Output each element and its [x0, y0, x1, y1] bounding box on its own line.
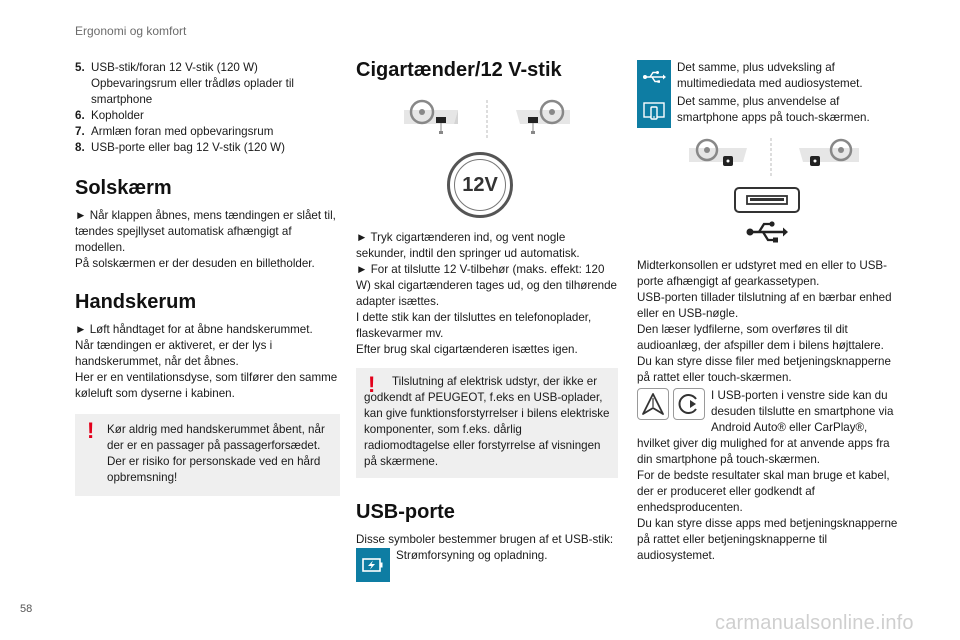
- section-header: Ergonomi og komfort: [75, 24, 187, 38]
- warning-box: ! Kør aldrig med handskerummet åbent, når der er en passager på passagerforsædet. Der er risiko for personskade ved en hård opbremsning!: [75, 414, 340, 496]
- usb-symbol-row: Strømforsyning og opladning.: [356, 548, 618, 582]
- handskerum-text: ► Løft håndtaget for at åbne handskerummet.: [75, 323, 313, 336]
- usb-symbol-row: Det samme, plus anvendelse af smartphone apps på touch-skærmen.: [637, 94, 902, 128]
- android-auto-icon: [637, 388, 669, 420]
- usb-port-diagram: [637, 186, 902, 246]
- warning-icon: !: [87, 418, 95, 443]
- usb-symbol-row: Det samme, plus udveksling af multimediedata med audiosystemet.: [637, 60, 902, 94]
- solskaerm-text: ► Når klappen åbnes, mens tændingen er slået til, tændes spejllyset automatisk afhængigt af modellen.: [75, 209, 336, 254]
- handskerum-text-2: Når tændingen er aktiveret, er der lys i handskerummet, når det åbnes.: [75, 339, 273, 368]
- page-number: 58: [20, 603, 33, 615]
- cigar-text-4: Efter brug skal cigartænderen isættes igen.: [356, 343, 578, 356]
- 12v-socket-icon: 12V: [356, 152, 618, 218]
- usb-intro: Disse symboler bestemmer brugen af et USB-stik:: [356, 533, 614, 546]
- battery-charge-icon: [356, 548, 390, 582]
- usb-icon: [637, 60, 671, 94]
- list-item: 5. USB-stik/foran 12 V-stik (120 W) Opbevaringsrum eller trådløs oplader til smartphone: [75, 61, 294, 106]
- solskaerm-heading: Solskærm: [75, 177, 172, 199]
- usb-port-icon: [735, 188, 799, 212]
- smartphone-paragraph: I USB-porten i venstre side kan du desuden tilslutte en smartphone via Android Auto® eller CarPlay®, hvilket giver dig mulighed for at anvende apps fra din smartphone på touch-skærmen.: [637, 389, 894, 466]
- column-right: [637, 60, 902, 564]
- steering-wheel-lhd-icon: [404, 101, 458, 134]
- cigar-text: ► Tryk cigartænderen ind, og vent nogle sekunder, indtil den springer ud automatisk.: [356, 231, 580, 260]
- cigar-text-3: I dette stik kan der tilsluttes en telefonoplader, flaskevarmer mv.: [356, 311, 592, 340]
- list-item: 7. Armlæn foran med opbevaringsrum: [75, 125, 274, 138]
- warning-icon: !: [368, 372, 376, 397]
- watermark: carmanualsonline.info: [715, 612, 914, 634]
- handskerum-text-3: Her er en ventilationsdyse, som tilfører den samme køleluft som dyserne i kabinen.: [75, 371, 338, 400]
- cigar-heading: Cigartænder/12 V-stik: [356, 59, 562, 81]
- steering-wheel-diagram: [356, 90, 618, 142]
- usb-heading: USB-porte: [356, 501, 455, 523]
- solskaerm-text-2: På solskærmen er der desuden en billetholder.: [75, 257, 315, 270]
- usb-icon: [747, 221, 789, 242]
- handskerum-heading: Handskerum: [75, 291, 197, 313]
- usb-body: Midterkonsollen er udstyret med en eller to USB-porte afhængigt af gearkassetypen. USB-porten tillader tilslutning af en bærbar enhed eller en USB-nøgle. Den læser lydfilerne, som overføres til dit audioanlæg, der afspiller dem i bilens højttalere. Du kan styre disse filer med betjeningsknapperne på rattet eller touch-skærmen. I USB-porten i venstre side kan du desuden tilslutte en smartphone via Android Auto® eller CarPlay®, hvilket giver dig mulighed for at anvende apps fra din smartphone på touch-skærmen. For de bedste resultater skal man bruge et kabel, der er produceret eller godkendt af enhedsproducenten. Du kan styre disse apps med betjeningsknapperne på rattet eller betjeningsknapperne til audiosystemet.: [637, 258, 902, 564]
- steering-wheel-rhd-icon: [516, 101, 570, 134]
- column-left: [75, 60, 340, 496]
- steering-wheel-diagram: [637, 136, 902, 182]
- numbered-list: [75, 60, 340, 156]
- list-item: 6. Kopholder: [75, 109, 144, 122]
- steering-wheel-lhd-icon: [689, 140, 747, 166]
- steering-wheel-rhd-icon: [799, 140, 859, 166]
- column-middle: [356, 58, 618, 582]
- warning-box: ! Tilslutning af elektrisk udstyr, der ikke er godkendt af PEUGEOT, f.eks en USB-oplader, kan give funktionsforstyrrelser i bilens elektriske komponenter, som f.eks. dårlig radiomodtagelse eller forstyrrelse af visningen på skærmene.: [356, 368, 618, 478]
- cigar-text-2: ► For at tilslutte 12 V-tilbehør (maks. effekt: 120 W) skal cigartænderen tages ud, og den tilhørende adapter isættes.: [356, 263, 618, 308]
- phone-projection-icon: [637, 94, 671, 128]
- carplay-icon: [673, 388, 705, 420]
- list-item: 8. USB-porte eller bag 12 V-stik (120 W): [75, 141, 285, 154]
